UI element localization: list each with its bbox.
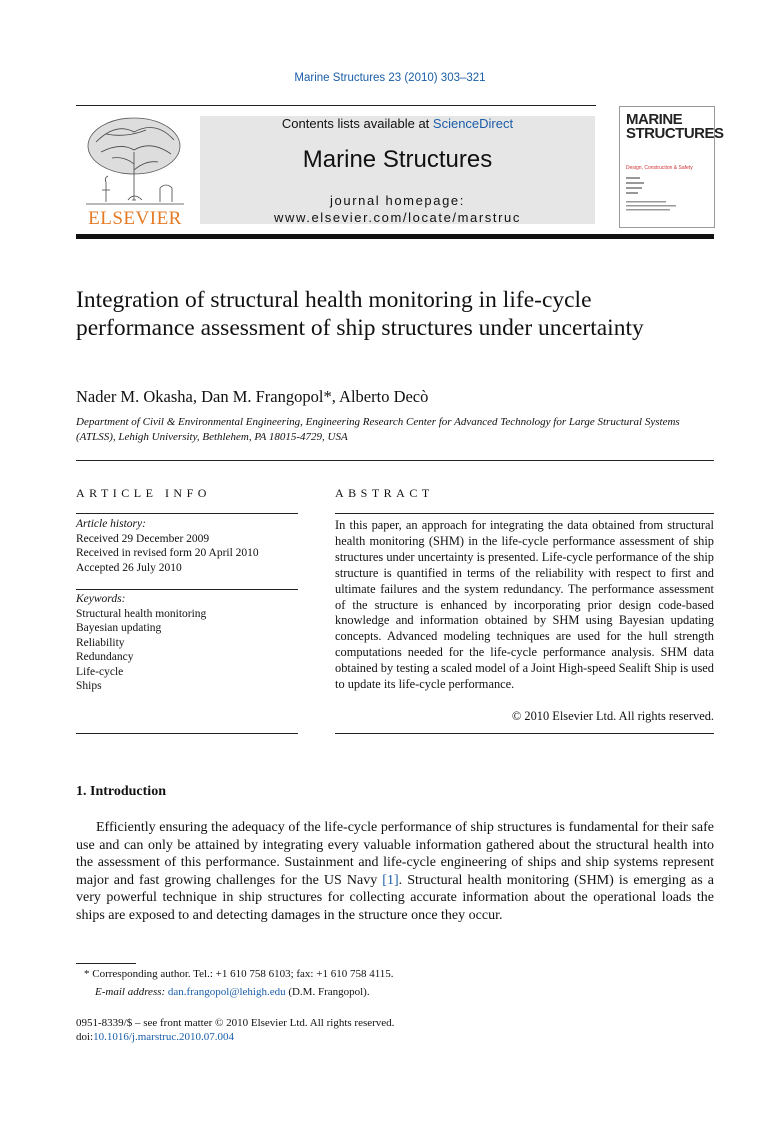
footnote-rule: [76, 963, 136, 964]
contents-prefix: Contents lists available at: [281, 116, 433, 131]
abstract-rule-top: [335, 513, 714, 514]
cover-text-lines: [626, 177, 706, 217]
keyword-item: Life-cycle: [76, 665, 124, 678]
cover-masthead: MARINE STRUCTURES: [626, 111, 724, 142]
introduction-heading: 1. Introduction: [76, 784, 166, 799]
publisher-logo: [76, 112, 194, 230]
contents-line: [200, 116, 595, 131]
tree-logo-icon: [76, 112, 194, 208]
publisher-wordmark: ELSEVIER: [88, 208, 182, 229]
corresponding-author-note: * Corresponding author. Tel.: +1 610 758 6103; fax: +1 610 758 4115.: [84, 968, 394, 980]
keyword-item: Reliability: [76, 636, 125, 649]
keyword-item: Redundancy: [76, 651, 134, 663]
history-revised: Received in revised form 20 April 2010: [76, 547, 259, 559]
email-suffix: (D.M. Frangopol).: [285, 986, 370, 998]
article-info-rule-bottom: [76, 733, 298, 734]
intro-text-2: . Structural health monitoring (SHM) is emerging as a very powerful technique in ship structures for collecting accurate information about the operational loads the ships are exposed to and detecting damages in the structure once they occur.: [76, 872, 714, 923]
issn-line: 0951-8339/$ – see front matter © 2010 Elsevier Ltd. All rights reserved.: [76, 1017, 395, 1029]
email-note: [95, 986, 370, 998]
introduction-paragraph: [76, 819, 714, 925]
reference-link[interactable]: [1]: [382, 872, 399, 888]
email-label: E-mail address:: [95, 986, 168, 998]
abstract-heading: ABSTRACT: [335, 486, 434, 500]
history-label: Article history:: [76, 518, 146, 530]
author-list: Nader M. Okasha, Dan M. Frangopol*, Alberto Decò: [76, 387, 429, 406]
article-info-heading: ARTICLE INFO: [76, 486, 211, 500]
abstract-rule-bottom: [335, 733, 714, 734]
sciencedirect-link[interactable]: ScienceDirect: [432, 116, 514, 131]
keyword-item: Bayesian updating: [76, 622, 162, 634]
history-accepted: Accepted 26 July 2010: [76, 561, 182, 574]
author-affiliation: Department of Civil & Environmental Engineering, Engineering Research Center for Advanced Technology for Large Structural Systems (ATLSS), Lehigh University, Bethlehem, PA 18015-4729, USA: [76, 416, 680, 443]
header-top-rule: [76, 105, 596, 106]
affiliation-rule: [76, 460, 714, 461]
doi-link[interactable]: 10.1016/j.marstruc.2010.07.004: [93, 1031, 234, 1043]
doi-line: [76, 1031, 234, 1043]
abstract-text: In this paper, an approach for integrating the data obtained from structural health monitoring (SHM) in the life-cycle performance assessment of ship structures under uncertainty is presented. Life-cycle performance of the ship structure is quantified in terms of the reliability with respect to first and ultimate failures and the system redundancy. The performance assessment of the structure is enhanced by incorporating prior design code-based knowledge and information obtained by SHM using Bayesian updating concepts. Advanced modeling techniques are used for the hull strength computations needed for the life-cycle performance analysis. SHM data obtained by testing a scaled model of a Joint High-speed Sealift Ship is used to update its life-cycle performance.: [335, 518, 714, 692]
email-link[interactable]: dan.frangopol@lehigh.edu: [167, 986, 286, 998]
journal-citation-link[interactable]: Marine Structures 23 (2010) 303–321: [294, 72, 486, 84]
keyword-item: Structural health monitoring: [76, 607, 207, 620]
journal-homepage[interactable]: journal homepage: www.elsevier.com/locate/marstruc: [274, 193, 521, 225]
cover-subtitle: Design, Construction & Safety: [626, 165, 693, 171]
article-info-rule-mid: [76, 589, 298, 590]
journal-cover-thumbnail: [619, 106, 724, 228]
article-title: Integration of structural health monitoring in life-cycle performance assessment of ship structures under uncertainty: [76, 287, 644, 341]
header-thick-rule: [76, 234, 714, 239]
abstract-copyright: © 2010 Elsevier Ltd. All rights reserved.: [511, 709, 714, 723]
article-history: [76, 517, 259, 575]
history-received: Received 29 December 2009: [76, 532, 210, 545]
keywords-list: [76, 592, 206, 694]
keywords-label: Keywords:: [76, 593, 126, 605]
article-info-rule-top: [76, 513, 298, 514]
keyword-item: Ships: [76, 680, 102, 692]
journal-title: Marine Structures: [302, 146, 493, 173]
intro-text-1: Efficiently ensuring the adequacy of the life-cycle performance of ship structures is fundamental for their safe use and can only be attained by integrating every valuable information gathered about the structural health into the assessment of this performance. Sustainment and life-cycle engineering of ships and ship systems represent major and fast growing challenges for the US Navy: [76, 820, 714, 888]
doi-prefix: doi:: [76, 1031, 94, 1043]
